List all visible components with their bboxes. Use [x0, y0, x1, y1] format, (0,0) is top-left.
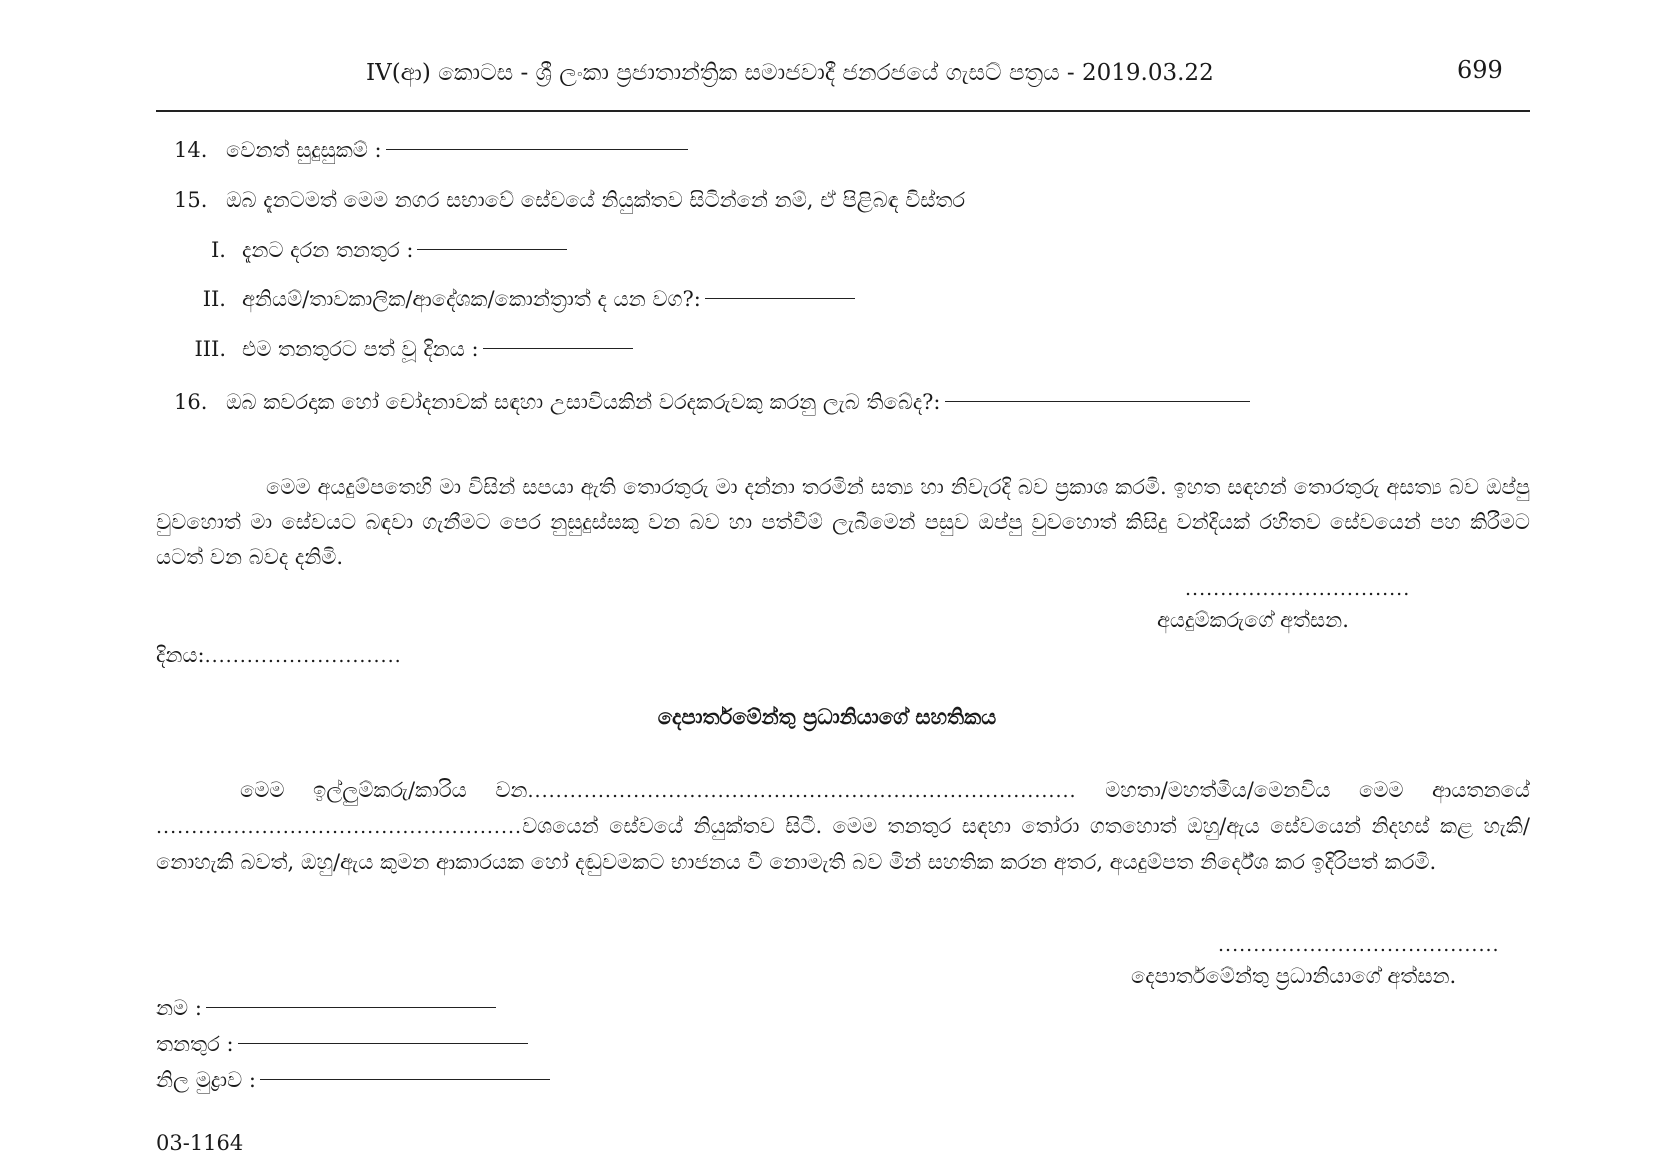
answer-blank: [705, 298, 855, 299]
designation-dots: ....................................................: [156, 816, 523, 838]
certificate-text-1: මෙම ඉල්ලුම්කරු/කාරිය වන: [240, 778, 528, 802]
head-signature-line: ........................................: [1218, 934, 1500, 956]
sub-label: එම තනතුරට පත් වූ දිනය :: [242, 337, 479, 361]
item-label: ඔබ කවරදාක හෝ චෝදනාවක් සඳහා උසාවියකින් වරදකරුවකු කරනු ලැබ තිබේද?:: [226, 390, 941, 414]
name-label: නම :: [156, 996, 202, 1020]
item-label: ඔබ දැනටමත් මෙම නගර සභාවේ සේවයේ නියුක්තව සිටින්නේ නම්, ඒ පිළිබඳ විස්තර: [226, 188, 966, 212]
answer-blank: [238, 1043, 528, 1044]
applicant-signature-label: අයදුම්කරුගේ අත්සන.: [1157, 608, 1349, 632]
certificate-text-2: මහතා/මහත්මිය/මෙනවිය මෙම ආයතනයේ: [1105, 778, 1531, 802]
reference-code: 03-1164: [156, 1131, 244, 1155]
item-number: 14.: [174, 138, 208, 162]
answer-blank: [417, 249, 567, 250]
name-field: [156, 996, 496, 1021]
position-label: තනතුර :: [156, 1032, 234, 1056]
item-15-sub-3: [170, 337, 633, 362]
certificate-text-3: වශයෙන් සේවයේ නියුක්තව සිටී. මෙම තනතුර සඳහා තෝරා ගතහොත් ඔහු/ඇය සේවයෙන් නිදහස් කළ හැකි/නොහැකි බවත්, ඔහු/ඇය කුමන ආකාරයක හෝ දඬුවමකට භාජනය වී නොමැති බව මින් සහතික කරන අතර, අයදුම්පත නිර්දේශ කර ඉදිරිපත් කරමි.: [156, 814, 1530, 874]
applicant-signature-line: ................................: [1185, 578, 1411, 600]
header-divider: [156, 110, 1530, 112]
item-16: [174, 390, 1250, 415]
answer-blank: [260, 1079, 550, 1080]
name-dots: ..............................................................................: [527, 780, 1077, 802]
date-label: දිනය:: [156, 643, 205, 667]
item-15: [174, 188, 965, 213]
sub-label: අනියම්/තාවකාලික/ආදේශක/කොන්ත්‍රාත් ද යන වග?:: [242, 287, 701, 311]
sub-label: දැනට දරන තනතුර :: [242, 238, 414, 262]
stamp-field: [156, 1068, 550, 1093]
stamp-label: නිල මුද්‍රාව :: [156, 1068, 256, 1092]
sub-number: II.: [202, 287, 226, 311]
item-15-sub-2: [170, 287, 855, 312]
answer-blank: [206, 1007, 496, 1008]
gazette-header-title: IV(ආ) කොටස - ශ්‍රී ලංකා ප්‍රජාතාන්ත්‍රික සමාජවාදී ජනරජයේ ගැසට් පත්‍රය - 2019.03.22: [366, 60, 1214, 86]
certificate-paragraph: [156, 773, 1530, 880]
answer-blank: [945, 401, 1250, 402]
answer-blank: [483, 348, 633, 349]
date-dots: ............................: [204, 645, 402, 667]
item-label: වෙනත් සුදුසුකම් :: [226, 138, 382, 162]
sub-number: I.: [211, 238, 226, 262]
head-signature-label: දෙපාර්තමේන්තු ප්‍රධානියාගේ අත්සන.: [1131, 964, 1457, 988]
page-number: 699: [1457, 56, 1503, 84]
item-15-sub-1: [170, 238, 567, 263]
item-14: [174, 138, 688, 163]
item-number: 16.: [174, 390, 208, 414]
sub-number: III.: [194, 337, 226, 361]
position-field: [156, 1032, 528, 1057]
answer-blank: [386, 149, 688, 150]
item-number: 15.: [174, 188, 208, 212]
date-field: [156, 643, 402, 668]
certificate-title: දෙපාර්තමේන්තු ප්‍රධානියාගේ සහතිකය: [657, 704, 997, 729]
declaration-paragraph: මෙම අයදුම්පතෙහි මා විසින් සපයා ඇති තොරතුරු මා දන්නා තරමින් සත්‍ය හා නිවැරදි බව ප්‍රකාශ කරමි. ඉහත සඳහන් තොරතුරු අසත්‍ය බව ඔප්පු වුවහොත් මා සේවයට බඳවා ගැනීමට පෙර නුසුදුස්සකු වන බව හා පත්වීම් ලැබීමෙන් පසුව ඔප්පු වුවහොත් කිසිදු වන්දියක් රහිතව සේවයෙන් පහ කිරීමට යටත් වන බවද දනිමි.: [156, 475, 1530, 569]
